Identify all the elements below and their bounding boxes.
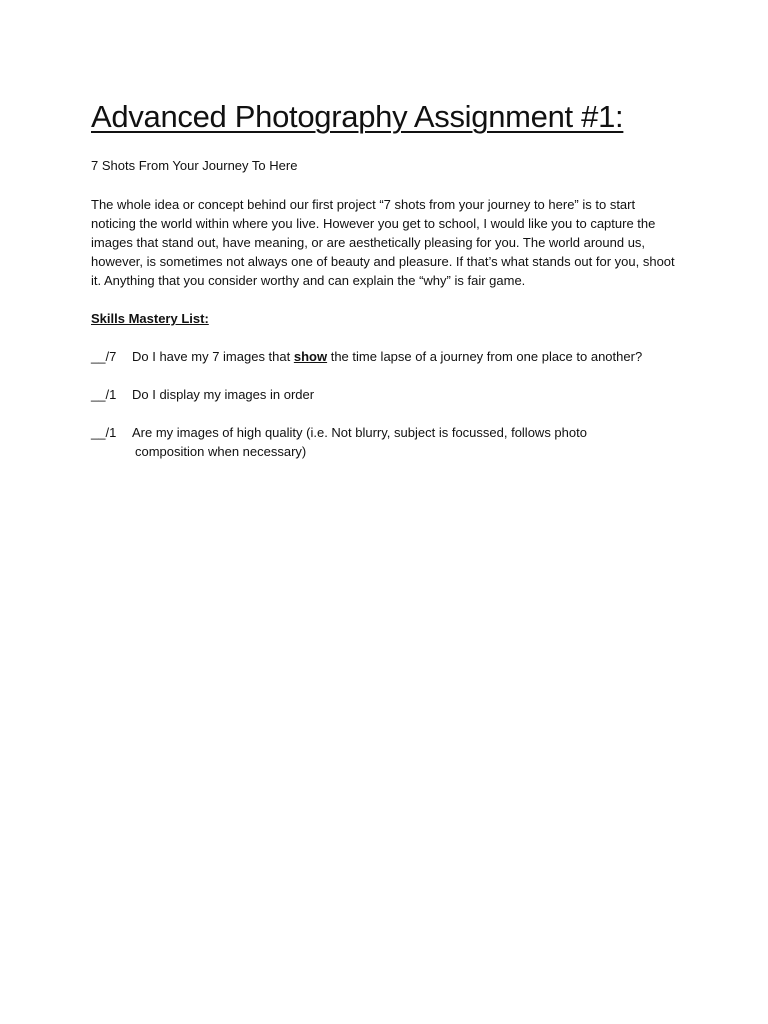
checklist-item [91,347,691,366]
skills-heading: Skills Mastery List: [91,311,209,326]
item-text-after: the time lapse of a journey from one place to another? [327,349,643,364]
document-title: Advanced Photography Assignment #1: [91,99,624,134]
item-text-continued: composition when necessary) [135,444,307,459]
document-subtitle: 7 Shots From Your Journey To Here [91,158,298,173]
item-text-before: Do I have my 7 images that [132,349,294,364]
item-score: __/1 [91,387,117,402]
item-score: __/7 [91,349,117,364]
item-text [132,423,691,461]
body-paragraph: The whole idea or concept behind our first project “7 shots from your journey to here” is to start noticing the world within where you live. However you get to school, I would like you to capture the images that stand out, have meaning, or are aesthetically pleasing for you. The world around us, however, is sometimes not always one of beauty and pleasure. If that’s what stands out for you, shoot it. Anything that you consider worthy and can explain the “why” is fair game. [91,197,675,288]
item-text-emphasis: show [293,349,328,364]
item-text: Do I display my images in order [132,387,315,402]
checklist-item [91,423,691,461]
item-score: __/1 [91,425,117,440]
checklist-item [91,385,691,404]
item-text-line: Are my images of high quality (i.e. Not blurry, subject is focussed, follows photo [132,425,587,440]
item-text [132,347,691,366]
document-page [91,95,691,461]
